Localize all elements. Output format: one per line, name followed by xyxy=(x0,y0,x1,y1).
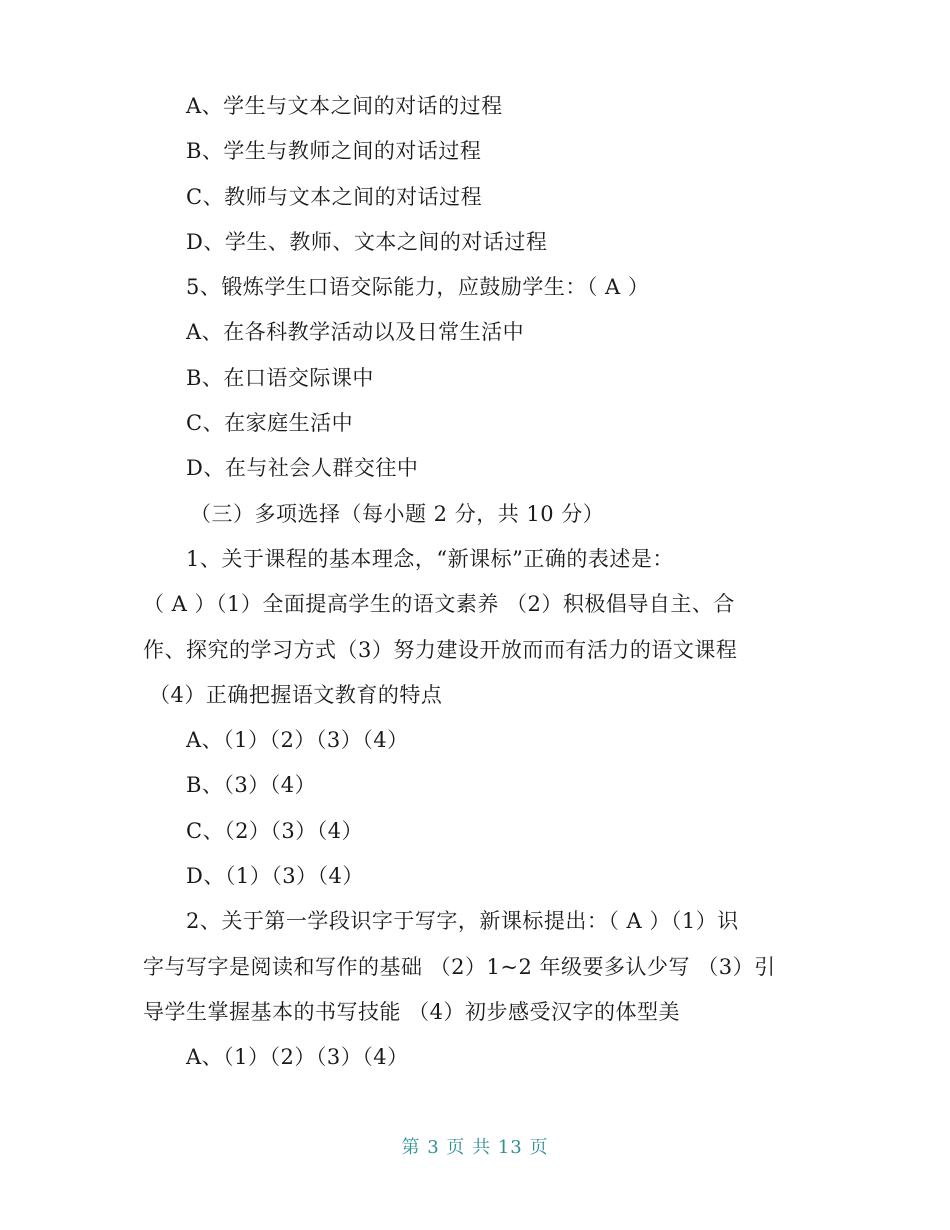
question-line: 1、关于课程的基本理念，“新课标”正确的表述是： xyxy=(186,546,674,571)
option-line: B、在口语交际课中 xyxy=(186,365,374,390)
page-number-footer: 第 3 页 共 13 页 xyxy=(401,1137,549,1158)
option-line: D、学生、教师、文本之间的对话过程 xyxy=(186,229,548,254)
document-body xyxy=(143,84,823,1081)
question-text-line: 导学生掌握基本的书写技能 （4）初步感受汉字的体型美 xyxy=(143,999,681,1024)
option-line: C、（2）（3）（4） xyxy=(186,818,364,843)
option-line: D、在与社会人群交往中 xyxy=(186,456,419,481)
option-line: A、在各科教学活动以及日常生活中 xyxy=(186,320,525,345)
option-line: A、（1）（2）（3）（4） xyxy=(186,728,409,753)
option-line: A、学生与文本之间的对话的过程 xyxy=(186,94,503,118)
option-line: A、（1）（2）（3）（4） xyxy=(186,1045,409,1070)
option-line: B、学生与教师之间的对话过程 xyxy=(186,139,482,164)
question-text-line: （4）正确把握语文教育的特点 xyxy=(149,682,443,707)
question-text-line: 字与写字是阅读和写作的基础 （2）1~2 年级要多认少写 （3）引 xyxy=(143,954,776,979)
question-text-line: （ A ）（1）全面提高学生的语文素养 （2）积极倡导自主、合 xyxy=(143,592,735,617)
question-line: 5、锻炼学生口语交际能力，应鼓励学生：（ A ） xyxy=(186,275,650,300)
section-heading: （三）多项选择（每小题 2 分，共 10 分） xyxy=(190,501,605,526)
option-line: B、（3）（4） xyxy=(186,773,317,798)
option-line: C、在家庭生活中 xyxy=(186,411,354,436)
option-line: C、教师与文本之间的对话过程 xyxy=(186,184,483,209)
option-line: D、（1）（3）（4） xyxy=(186,864,364,889)
question-text-line: 作、探究的学习方式（3）努力建设开放而而有活力的语文课程 xyxy=(143,637,738,662)
question-line: 2、关于第一学段识字于写字，新课标提出：（ A ）（1）识 xyxy=(186,909,739,934)
